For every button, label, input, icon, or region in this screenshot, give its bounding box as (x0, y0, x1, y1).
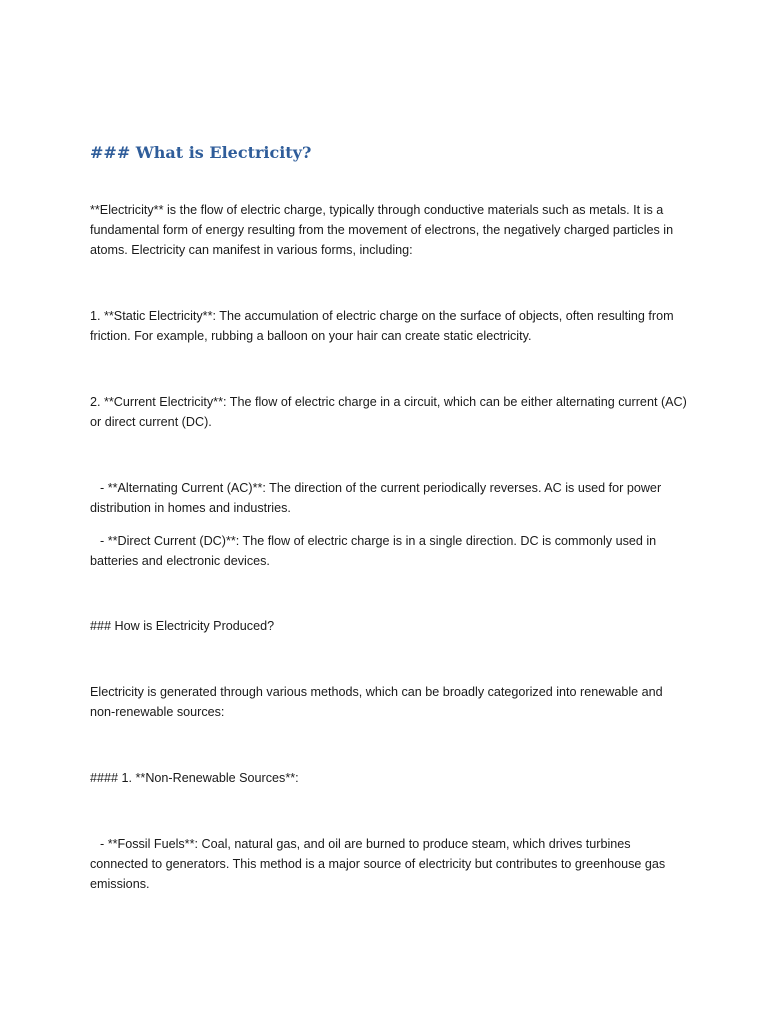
production-intro-paragraph: Electricity is generated through various methods, which can be broadly categorized into renewable and non-renewable sources: (90, 685, 663, 719)
list-item-current-electricity: 2. **Current Electricity**: The flow of electric charge in a circuit, which can be either alternating current (AC) or direct current (DC). (90, 395, 687, 429)
list-item-static-electricity: 1. **Static Electricity**: The accumulation of electric charge on the surface of objects, often resulting from friction. For example, rubbing a balloon on your hair can create static electricity. (90, 309, 674, 343)
sub-item-alternating-current: - **Alternating Current (AC)**: The direction of the current periodically reverses. AC is used for power distribution in homes and industries. (90, 481, 662, 515)
sub-item-direct-current: - **Direct Current (DC)**: The flow of electric charge is in a single direction. DC is commonly used in batteries and electronic devices. (90, 534, 657, 568)
heading-how-is-electricity-produced: ### How is Electricity Produced? (90, 619, 275, 633)
heading-what-is-electricity: ### What is Electricity? (90, 143, 312, 162)
heading-non-renewable-sources: #### 1. **Non-Renewable Sources**: (90, 771, 299, 785)
sub-item-fossil-fuels: - **Fossil Fuels**: Coal, natural gas, and oil are burned to produce steam, which drives turbines connected to generators. This method is a major source of electricity but contributes to greenhouse gas emissions. (90, 837, 666, 891)
intro-paragraph: **Electricity** is the flow of electric charge, typically through conductive materials such as metals. It is a fundamental form of energy resulting from the movement of electrons, the negatively charged particles in atoms. Electricity can manifest in various forms, including: (90, 203, 674, 257)
